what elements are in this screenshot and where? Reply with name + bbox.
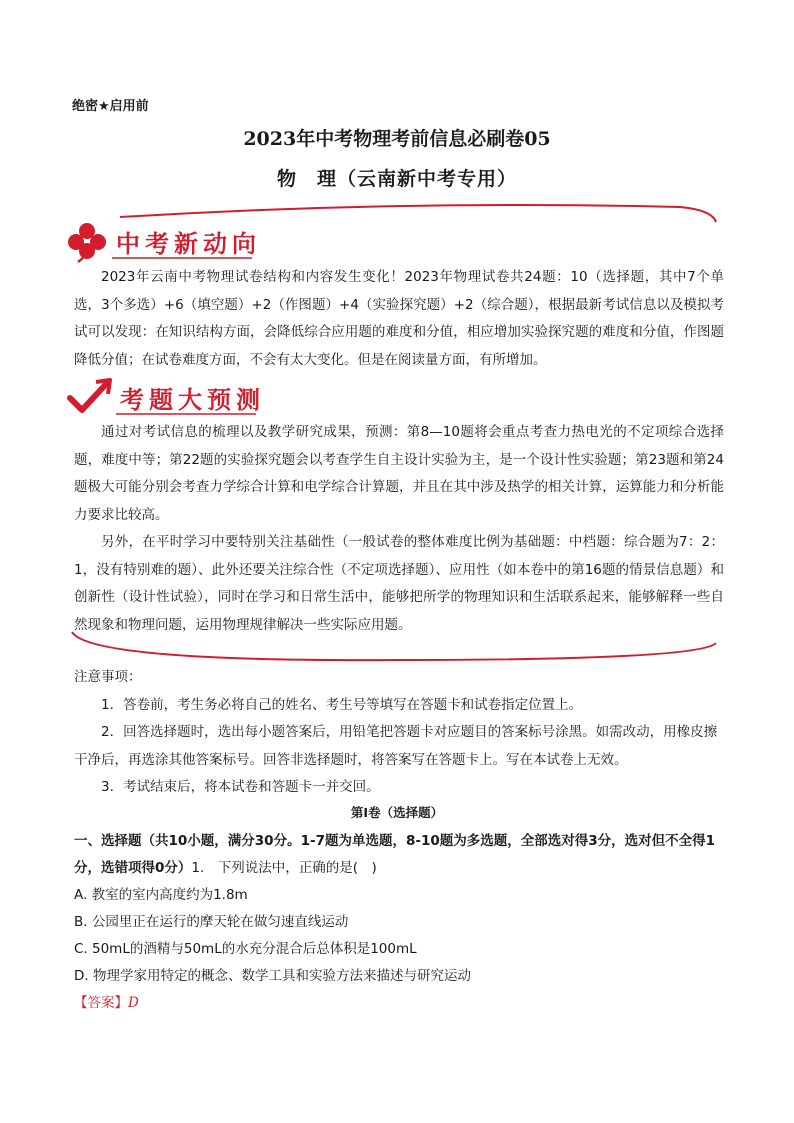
predict-heading-underline (116, 411, 256, 417)
note-item-1: 1．答卷前，考生务必将自己的姓名、考生号等填写在答题卡和试卷指定位置上。 (101, 696, 583, 713)
section-instruction: 一、选择题（共10小题，满分30分。1-7题为单选题，8-10题为多选题，全部选对得3分，选对但不全得1分，选错项得0分） (74, 833, 716, 876)
trend-text: 2023年云南中考物理试卷结构和内容发生变化！2023年物理试卷共24题：10（选择题，其中7个单选，3个多选）+6（填空题）+2（作图题）+4（实验探究题）+2（综合题），根据最新考试信息以及模拟考试可以发现：在知识结构方面，会降低综合应用题的难度和分值，相应增加实验探究题的难度和分值，作图题降低分值；在试卷难度方面，不会有太大变化。但是在阅读量方面，有所增加。 (74, 269, 724, 368)
clover-icon (64, 220, 110, 264)
notes-title: 注意事项： (74, 669, 142, 685)
predict-text-1: 通过对考试信息的梳理以及教学研究成果，预测：第8—10题将会重点考查力热电光的不定项综合选择题，难度中等；第22题的实验探究题会以考查学生自主设计实验为主，是一个设计性实验题；第23题和第24题极大可能分别会考查力学综合计算和电学综合计算题，并且在其中涉及热学的相关计算，运算能力和分析能力要求比较高。 (74, 424, 724, 523)
trend-heading: 中考新动向 (116, 230, 261, 258)
check-arrow-icon (66, 376, 114, 416)
paper-subtitle: 物 理（云南新中考专用） (276, 168, 517, 190)
answer-value: D (128, 995, 139, 1011)
part-title: 第Ⅰ卷（选择题） (350, 805, 444, 820)
predict-text-2: 另外，在平时学习中要特别关注基础性（一般试卷的整体难度比例为基础题：中档题：综合题为7：2：1，没有特别难的题）、此外还要关注综合性（不定项选择题）、应用性（如本卷中的第16题的情景信息题）和创新性（设计性试验），同时在学习和日常生活中，能够把所学的物理知识和生活联系起来，能够解释一些自然现象和物理问题，运用物理规律解决一些实际应用题。 (74, 534, 724, 633)
note-item-2: 2．回答选择题时，选出每小题答案后，用铅笔把答题卡对应题目的答案标号涂黑。如需改动，用橡皮擦干净后，再选涂其他答案标号。回答非选择题时，将答案写在答题卡上。写在本试卷上无效。 (74, 724, 718, 768)
option-d: D. 物理学家用特定的概念、数学工具和实验方法来描述与研究运动 (74, 968, 471, 984)
note-item-3: 3．考试结束后，将本试卷和答题卡一并交回。 (101, 779, 380, 795)
question-1 (74, 828, 724, 882)
predict-paragraphs (74, 419, 724, 639)
question-block (74, 828, 724, 1017)
option-b: B. 公园里正在运行的摩天轮在做匀速直线运动 (74, 914, 349, 930)
option-a: A. 教室的室内高度约为1.8m (74, 887, 248, 903)
paper-title: 2023年中考物理考前信息必刷卷05 (243, 128, 551, 150)
confidential-label: 绝密★启用前 (72, 99, 149, 114)
trend-heading-underline (112, 255, 252, 261)
predict-heading: 考题大预测 (120, 386, 265, 414)
question-stem: 1. 下列说法中，正确的是( ) (191, 860, 377, 876)
option-c: C. 50mL的酒精与50mL的水充分混合后总体积是100mL (74, 941, 417, 957)
answer-label: 【答案】 (74, 995, 128, 1011)
trend-paragraph (74, 264, 724, 374)
answer-line (74, 990, 724, 1017)
notes-block (74, 664, 724, 802)
